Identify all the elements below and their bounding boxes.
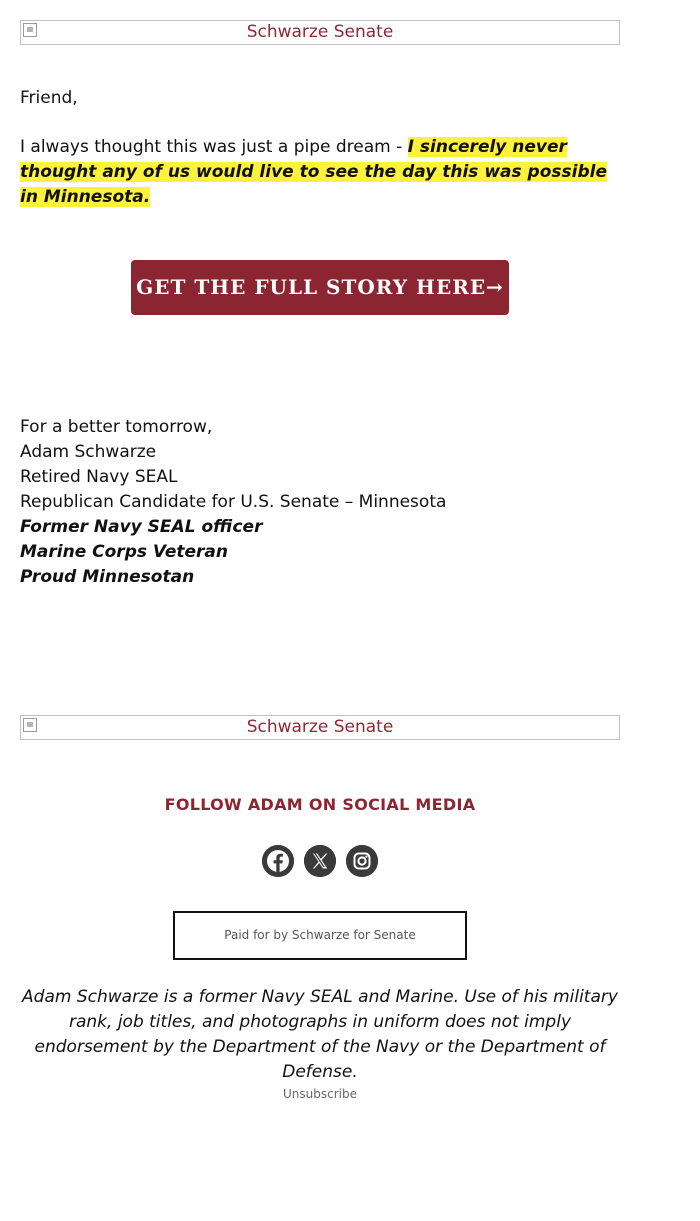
broken-image-icon — [23, 718, 37, 732]
signer-name: Adam Schwarze — [20, 442, 157, 462]
x-icon[interactable] — [304, 845, 336, 877]
signer-credential: Former Navy SEAL officer — [20, 517, 263, 537]
body-highlight: I sincerely never thought any of us would live to see the day this was possible in Minnesota. — [20, 137, 607, 207]
facebook-icon[interactable] — [262, 845, 294, 877]
signer-title: Retired Navy SEAL — [20, 467, 178, 487]
greeting: Friend, — [20, 88, 78, 108]
signer-credential: Proud Minnesotan — [20, 567, 195, 587]
signer-credential: Marine Corps Veteran — [20, 542, 228, 562]
body-paragraph — [20, 135, 620, 210]
closing-line: For a better tomorrow, — [20, 417, 213, 437]
broken-image-icon — [23, 23, 37, 37]
footer-image — [20, 715, 620, 740]
footer-image-alt: Schwarze Senate — [246, 717, 394, 737]
full-story-button[interactable]: GET THE FULL STORY HERE→ — [131, 260, 509, 315]
paid-for-disclaimer: Paid for by Schwarze for Senate — [173, 911, 467, 960]
body-lead: I always thought this was just a pipe dream - — [20, 137, 408, 157]
instagram-icon[interactable] — [346, 845, 378, 877]
signer-candidacy: Republican Candidate for U.S. Senate – Minnesota — [20, 492, 447, 512]
social-heading: FOLLOW ADAM ON SOCIAL MEDIA — [164, 795, 476, 814]
header-image — [20, 20, 620, 45]
header-image-alt: Schwarze Senate — [246, 22, 394, 42]
signature-block — [20, 415, 446, 590]
legal-disclaimer: Adam Schwarze is a former Navy SEAL and Marine. Use of his military rank, job titles, and photographs in uniform does not imply endorsement by the Department of the Navy or the Department of Defense. — [22, 987, 618, 1082]
unsubscribe-link[interactable]: Unsubscribe — [283, 1087, 357, 1101]
